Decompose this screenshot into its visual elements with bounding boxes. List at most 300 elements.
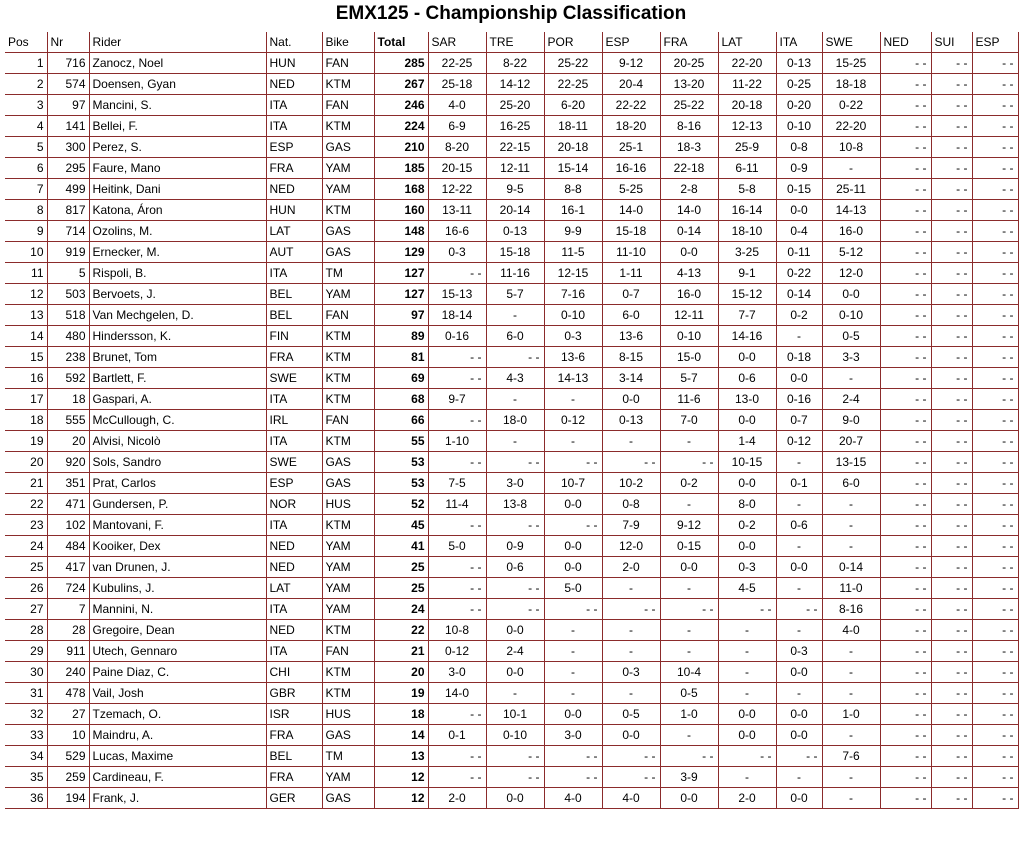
table-cell: 17 <box>5 388 47 409</box>
table-cell: - <box>822 724 880 745</box>
table-cell: - - <box>880 472 931 493</box>
table-cell: 6-11 <box>718 157 776 178</box>
table-cell: - - <box>428 367 486 388</box>
table-cell: 24 <box>5 535 47 556</box>
table-cell: 0-7 <box>776 409 822 430</box>
table-cell: - - <box>486 346 544 367</box>
table-cell: - <box>602 682 660 703</box>
table-cell: 0-5 <box>822 325 880 346</box>
table-cell: GAS <box>322 241 374 262</box>
table-cell: - <box>822 682 880 703</box>
table-cell: 10-2 <box>602 472 660 493</box>
table-cell: 14-0 <box>428 682 486 703</box>
table-cell: - - <box>931 703 972 724</box>
table-cell: Doensen, Gyan <box>89 73 266 94</box>
table-cell: 0-22 <box>776 262 822 283</box>
table-cell: - <box>660 619 718 640</box>
table-cell: KTM <box>322 199 374 220</box>
table-cell: YAM <box>322 598 374 619</box>
table-cell: - - <box>880 94 931 115</box>
table-cell: ITA <box>266 94 322 115</box>
table-cell: 478 <box>47 682 89 703</box>
table-cell: 0-8 <box>776 136 822 157</box>
table-cell: 16-1 <box>544 199 602 220</box>
table-cell: - <box>602 430 660 451</box>
table-cell: 22-15 <box>486 136 544 157</box>
table-cell: 0-0 <box>660 556 718 577</box>
table-cell: ESP <box>266 136 322 157</box>
table-cell: KTM <box>322 514 374 535</box>
table-cell: 0-0 <box>718 724 776 745</box>
table-cell: 20-7 <box>822 430 880 451</box>
table-cell: - - <box>880 220 931 241</box>
table-cell: 35 <box>5 766 47 787</box>
table-cell: - <box>718 661 776 682</box>
table-cell: KTM <box>322 682 374 703</box>
table-cell: 25-11 <box>822 178 880 199</box>
table-cell: 12 <box>374 787 428 808</box>
table-cell: 127 <box>374 283 428 304</box>
table-cell: FRA <box>266 766 322 787</box>
table-cell: - <box>660 493 718 514</box>
table-cell: 25 <box>374 577 428 598</box>
table-cell: BEL <box>266 304 322 325</box>
table-cell: 36 <box>5 787 47 808</box>
table-cell: 10 <box>47 724 89 745</box>
table-cell: - - <box>880 556 931 577</box>
table-row <box>5 52 1018 73</box>
table-row <box>5 451 1018 472</box>
table-cell: - - <box>931 556 972 577</box>
column-header: SAR <box>428 32 486 52</box>
table-cell: - - <box>931 178 972 199</box>
table-cell: 14-13 <box>544 367 602 388</box>
table-cell: 2-4 <box>822 388 880 409</box>
table-cell: 28 <box>47 619 89 640</box>
table-cell: - - <box>931 262 972 283</box>
table-cell: 0-0 <box>486 787 544 808</box>
table-cell: - <box>660 724 718 745</box>
table-cell: 592 <box>47 367 89 388</box>
table-cell: 16-14 <box>718 199 776 220</box>
table-cell: 18-11 <box>544 115 602 136</box>
table-cell: 18-18 <box>822 73 880 94</box>
table-cell: 20-18 <box>718 94 776 115</box>
table-cell: 0-0 <box>776 556 822 577</box>
table-row <box>5 640 1018 661</box>
table-cell: - - <box>972 598 1018 619</box>
table-cell: 5-0 <box>428 535 486 556</box>
table-cell: FAN <box>322 94 374 115</box>
table-cell: 0-0 <box>776 787 822 808</box>
table-cell: - <box>544 661 602 682</box>
table-cell: - - <box>660 745 718 766</box>
table-cell: 41 <box>374 535 428 556</box>
table-cell: 16-0 <box>660 283 718 304</box>
table-cell: Faure, Mano <box>89 157 266 178</box>
table-row <box>5 367 1018 388</box>
table-cell: 0-3 <box>776 640 822 661</box>
table-row <box>5 619 1018 640</box>
table-cell: - - <box>931 766 972 787</box>
table-cell: 3-0 <box>428 661 486 682</box>
table-cell: 8-20 <box>428 136 486 157</box>
table-cell: GAS <box>322 787 374 808</box>
table-cell: - - <box>880 346 931 367</box>
column-header: SWE <box>822 32 880 52</box>
table-cell: 8-15 <box>602 346 660 367</box>
table-cell: 14-12 <box>486 73 544 94</box>
table-cell: - - <box>880 430 931 451</box>
table-cell: 0-10 <box>822 304 880 325</box>
table-cell: 724 <box>47 577 89 598</box>
table-row <box>5 388 1018 409</box>
table-cell: 97 <box>374 304 428 325</box>
table-cell: - - <box>880 535 931 556</box>
table-cell: Van Mechgelen, D. <box>89 304 266 325</box>
column-header: ESP <box>972 32 1018 52</box>
table-cell: 97 <box>47 94 89 115</box>
table-cell: Mancini, S. <box>89 94 266 115</box>
table-cell: McCullough, C. <box>89 409 266 430</box>
table-cell: - <box>660 640 718 661</box>
table-cell: 0-20 <box>776 94 822 115</box>
table-header-row <box>5 32 1018 52</box>
table-cell: - - <box>931 640 972 661</box>
table-cell: 0-5 <box>602 703 660 724</box>
table-cell: 0-0 <box>660 241 718 262</box>
table-cell: 714 <box>47 220 89 241</box>
column-header: NED <box>880 32 931 52</box>
table-cell: 13-8 <box>486 493 544 514</box>
table-cell: 25-20 <box>486 94 544 115</box>
table-cell: Rispoli, B. <box>89 262 266 283</box>
table-cell: 5-8 <box>718 178 776 199</box>
table-cell: - - <box>880 262 931 283</box>
table-cell: - <box>544 388 602 409</box>
table-cell: Maindru, A. <box>89 724 266 745</box>
table-cell: 18-14 <box>428 304 486 325</box>
table-cell: 13-15 <box>822 451 880 472</box>
table-cell: Frank, J. <box>89 787 266 808</box>
table-cell: - - <box>972 178 1018 199</box>
table-cell: - - <box>931 787 972 808</box>
table-cell: - - <box>931 241 972 262</box>
table-row <box>5 409 1018 430</box>
table-cell: TM <box>322 745 374 766</box>
table-row <box>5 346 1018 367</box>
table-row <box>5 787 1018 808</box>
table-cell: 7-6 <box>822 745 880 766</box>
table-cell: 27 <box>47 703 89 724</box>
table-cell: - - <box>972 325 1018 346</box>
table-cell: 22 <box>5 493 47 514</box>
table-cell: 33 <box>5 724 47 745</box>
table-cell: - <box>776 682 822 703</box>
table-cell: - - <box>428 598 486 619</box>
table-cell: 25-22 <box>544 52 602 73</box>
table-cell: 168 <box>374 178 428 199</box>
table-cell: 12-0 <box>602 535 660 556</box>
table-cell: 30 <box>5 661 47 682</box>
table-cell: - - <box>428 556 486 577</box>
table-cell: 0-3 <box>428 241 486 262</box>
table-cell: - - <box>931 682 972 703</box>
table-cell: Paine Diaz, C. <box>89 661 266 682</box>
table-cell: 25-18 <box>428 73 486 94</box>
table-cell: 0-5 <box>660 682 718 703</box>
table-cell: 0-3 <box>544 325 602 346</box>
table-cell: NED <box>266 73 322 94</box>
table-cell: - - <box>486 766 544 787</box>
table-cell: YAM <box>322 577 374 598</box>
table-cell: 45 <box>374 514 428 535</box>
table-cell: - - <box>931 73 972 94</box>
table-cell: 3-25 <box>718 241 776 262</box>
table-row <box>5 94 1018 115</box>
table-cell: - - <box>972 115 1018 136</box>
table-cell: - - <box>972 157 1018 178</box>
table-cell: Brunet, Tom <box>89 346 266 367</box>
table-cell: - - <box>972 52 1018 73</box>
table-cell: 28 <box>5 619 47 640</box>
table-cell: - - <box>776 598 822 619</box>
table-cell: HUN <box>266 199 322 220</box>
table-cell: - - <box>880 388 931 409</box>
table-cell: ISR <box>266 703 322 724</box>
table-cell: - - <box>972 787 1018 808</box>
table-cell: 6-0 <box>822 472 880 493</box>
table-cell: 0-0 <box>822 283 880 304</box>
table-cell: - - <box>931 451 972 472</box>
table-cell: 7 <box>47 598 89 619</box>
table-cell: - - <box>931 745 972 766</box>
table-cell: 9-5 <box>486 178 544 199</box>
table-cell: 7-5 <box>428 472 486 493</box>
table-cell: 12-15 <box>544 262 602 283</box>
table-cell: - <box>822 787 880 808</box>
table-cell: 0-0 <box>718 535 776 556</box>
table-cell: 29 <box>5 640 47 661</box>
table-row <box>5 703 1018 724</box>
table-cell: 0-3 <box>602 661 660 682</box>
table-cell: FAN <box>322 52 374 73</box>
table-cell: 12 <box>5 283 47 304</box>
table-cell: 53 <box>374 451 428 472</box>
table-cell: 11-16 <box>486 262 544 283</box>
table-cell: GAS <box>322 136 374 157</box>
table-cell: - <box>822 514 880 535</box>
table-cell: - - <box>972 241 1018 262</box>
table-cell: - - <box>428 766 486 787</box>
table-cell: 0-2 <box>660 472 718 493</box>
table-cell: KTM <box>322 430 374 451</box>
table-cell: 6-0 <box>486 325 544 346</box>
table-cell: 6-9 <box>428 115 486 136</box>
table-cell: 11 <box>5 262 47 283</box>
table-cell: 69 <box>374 367 428 388</box>
table-cell: 0-16 <box>776 388 822 409</box>
table-cell: ESP <box>266 472 322 493</box>
table-cell: YAM <box>322 556 374 577</box>
table-cell: ITA <box>266 115 322 136</box>
table-cell: 22 <box>374 619 428 640</box>
table-cell: 0-15 <box>660 535 718 556</box>
table-cell: 3-9 <box>660 766 718 787</box>
table-cell: 295 <box>47 157 89 178</box>
table-cell: FAN <box>322 640 374 661</box>
table-cell: 5 <box>5 136 47 157</box>
table-cell: - - <box>972 514 1018 535</box>
table-cell: - - <box>931 535 972 556</box>
table-cell: - - <box>880 745 931 766</box>
table-cell: 0-2 <box>718 514 776 535</box>
table-cell: - - <box>880 493 931 514</box>
table-cell: - - <box>544 598 602 619</box>
table-cell: - - <box>972 94 1018 115</box>
table-cell: - - <box>486 577 544 598</box>
table-cell: 484 <box>47 535 89 556</box>
table-cell: 19 <box>374 682 428 703</box>
table-cell: 0-25 <box>776 73 822 94</box>
table-cell: 0-0 <box>544 703 602 724</box>
table-cell: - - <box>972 535 1018 556</box>
table-cell: 15-18 <box>602 220 660 241</box>
table-cell: - - <box>931 220 972 241</box>
table-cell: 0-6 <box>486 556 544 577</box>
table-cell: 160 <box>374 199 428 220</box>
column-header: Total <box>374 32 428 52</box>
table-cell: 27 <box>5 598 47 619</box>
table-cell: TM <box>322 262 374 283</box>
table-cell: 240 <box>47 661 89 682</box>
table-cell: 25-9 <box>718 136 776 157</box>
table-cell: 14 <box>5 325 47 346</box>
table-cell: 26 <box>5 577 47 598</box>
table-cell: 18-10 <box>718 220 776 241</box>
table-cell: 9-7 <box>428 388 486 409</box>
table-cell: - <box>776 325 822 346</box>
table-cell: - <box>776 535 822 556</box>
table-cell: - <box>822 367 880 388</box>
table-row <box>5 661 1018 682</box>
table-cell: 471 <box>47 493 89 514</box>
table-cell: GAS <box>322 220 374 241</box>
table-cell: 529 <box>47 745 89 766</box>
table-cell: 210 <box>374 136 428 157</box>
column-header: POR <box>544 32 602 52</box>
table-cell: 66 <box>374 409 428 430</box>
column-header: Nat. <box>266 32 322 52</box>
table-row <box>5 577 1018 598</box>
table-cell: 24 <box>374 598 428 619</box>
table-cell: 15 <box>5 346 47 367</box>
table-cell: - - <box>972 745 1018 766</box>
table-body <box>5 52 1018 808</box>
table-cell: 0-9 <box>776 157 822 178</box>
table-cell: 0-0 <box>544 493 602 514</box>
table-cell: 12-0 <box>822 262 880 283</box>
table-cell: 8-0 <box>718 493 776 514</box>
table-cell: 15-13 <box>428 283 486 304</box>
table-cell: 89 <box>374 325 428 346</box>
table-cell: 0-9 <box>486 535 544 556</box>
table-cell: - <box>822 661 880 682</box>
table-cell: 9-12 <box>602 52 660 73</box>
table-cell: 716 <box>47 52 89 73</box>
table-cell: 16 <box>5 367 47 388</box>
table-cell: - - <box>931 577 972 598</box>
table-cell: 34 <box>5 745 47 766</box>
table-cell: 20 <box>47 430 89 451</box>
table-cell: 3-14 <box>602 367 660 388</box>
table-cell: Sols, Sandro <box>89 451 266 472</box>
table-cell: 2-0 <box>602 556 660 577</box>
table-cell: - - <box>880 724 931 745</box>
table-cell: 13-6 <box>544 346 602 367</box>
table-row <box>5 178 1018 199</box>
table-cell: - - <box>972 472 1018 493</box>
table-cell: - - <box>486 514 544 535</box>
table-cell: KTM <box>322 388 374 409</box>
table-cell: 4-0 <box>544 787 602 808</box>
table-row <box>5 304 1018 325</box>
table-cell: - <box>776 493 822 514</box>
table-row <box>5 220 1018 241</box>
table-cell: - - <box>880 703 931 724</box>
table-cell: AUT <box>266 241 322 262</box>
table-cell: 10-7 <box>544 472 602 493</box>
table-row <box>5 430 1018 451</box>
table-cell: - - <box>931 661 972 682</box>
column-header: Rider <box>89 32 266 52</box>
table-cell: - - <box>660 598 718 619</box>
table-cell: LAT <box>266 220 322 241</box>
column-header: TRE <box>486 32 544 52</box>
table-cell: - - <box>931 472 972 493</box>
table-cell: 0-10 <box>776 115 822 136</box>
table-cell: - - <box>880 325 931 346</box>
table-cell: 10-8 <box>822 136 880 157</box>
table-cell: 555 <box>47 409 89 430</box>
table-cell: - <box>486 430 544 451</box>
table-cell: 7-9 <box>602 514 660 535</box>
table-cell: - - <box>428 346 486 367</box>
column-header: LAT <box>718 32 776 52</box>
table-row <box>5 283 1018 304</box>
table-cell: ITA <box>266 514 322 535</box>
table-cell: 0-3 <box>718 556 776 577</box>
table-cell: - - <box>931 199 972 220</box>
table-cell: 8-22 <box>486 52 544 73</box>
table-cell: 10-15 <box>718 451 776 472</box>
table-cell: - <box>718 640 776 661</box>
table-cell: Utech, Gennaro <box>89 640 266 661</box>
table-cell: - <box>544 682 602 703</box>
table-cell: ITA <box>266 598 322 619</box>
table-cell: 919 <box>47 241 89 262</box>
table-cell: - <box>486 682 544 703</box>
table-cell: Gaspari, A. <box>89 388 266 409</box>
table-cell: 14-0 <box>602 199 660 220</box>
table-cell: 15-0 <box>660 346 718 367</box>
table-cell: Zanocz, Noel <box>89 52 266 73</box>
table-cell: 18 <box>47 388 89 409</box>
table-cell: 12-11 <box>486 157 544 178</box>
table-cell: 9-0 <box>822 409 880 430</box>
table-cell: 16-0 <box>822 220 880 241</box>
table-cell: 13-11 <box>428 199 486 220</box>
